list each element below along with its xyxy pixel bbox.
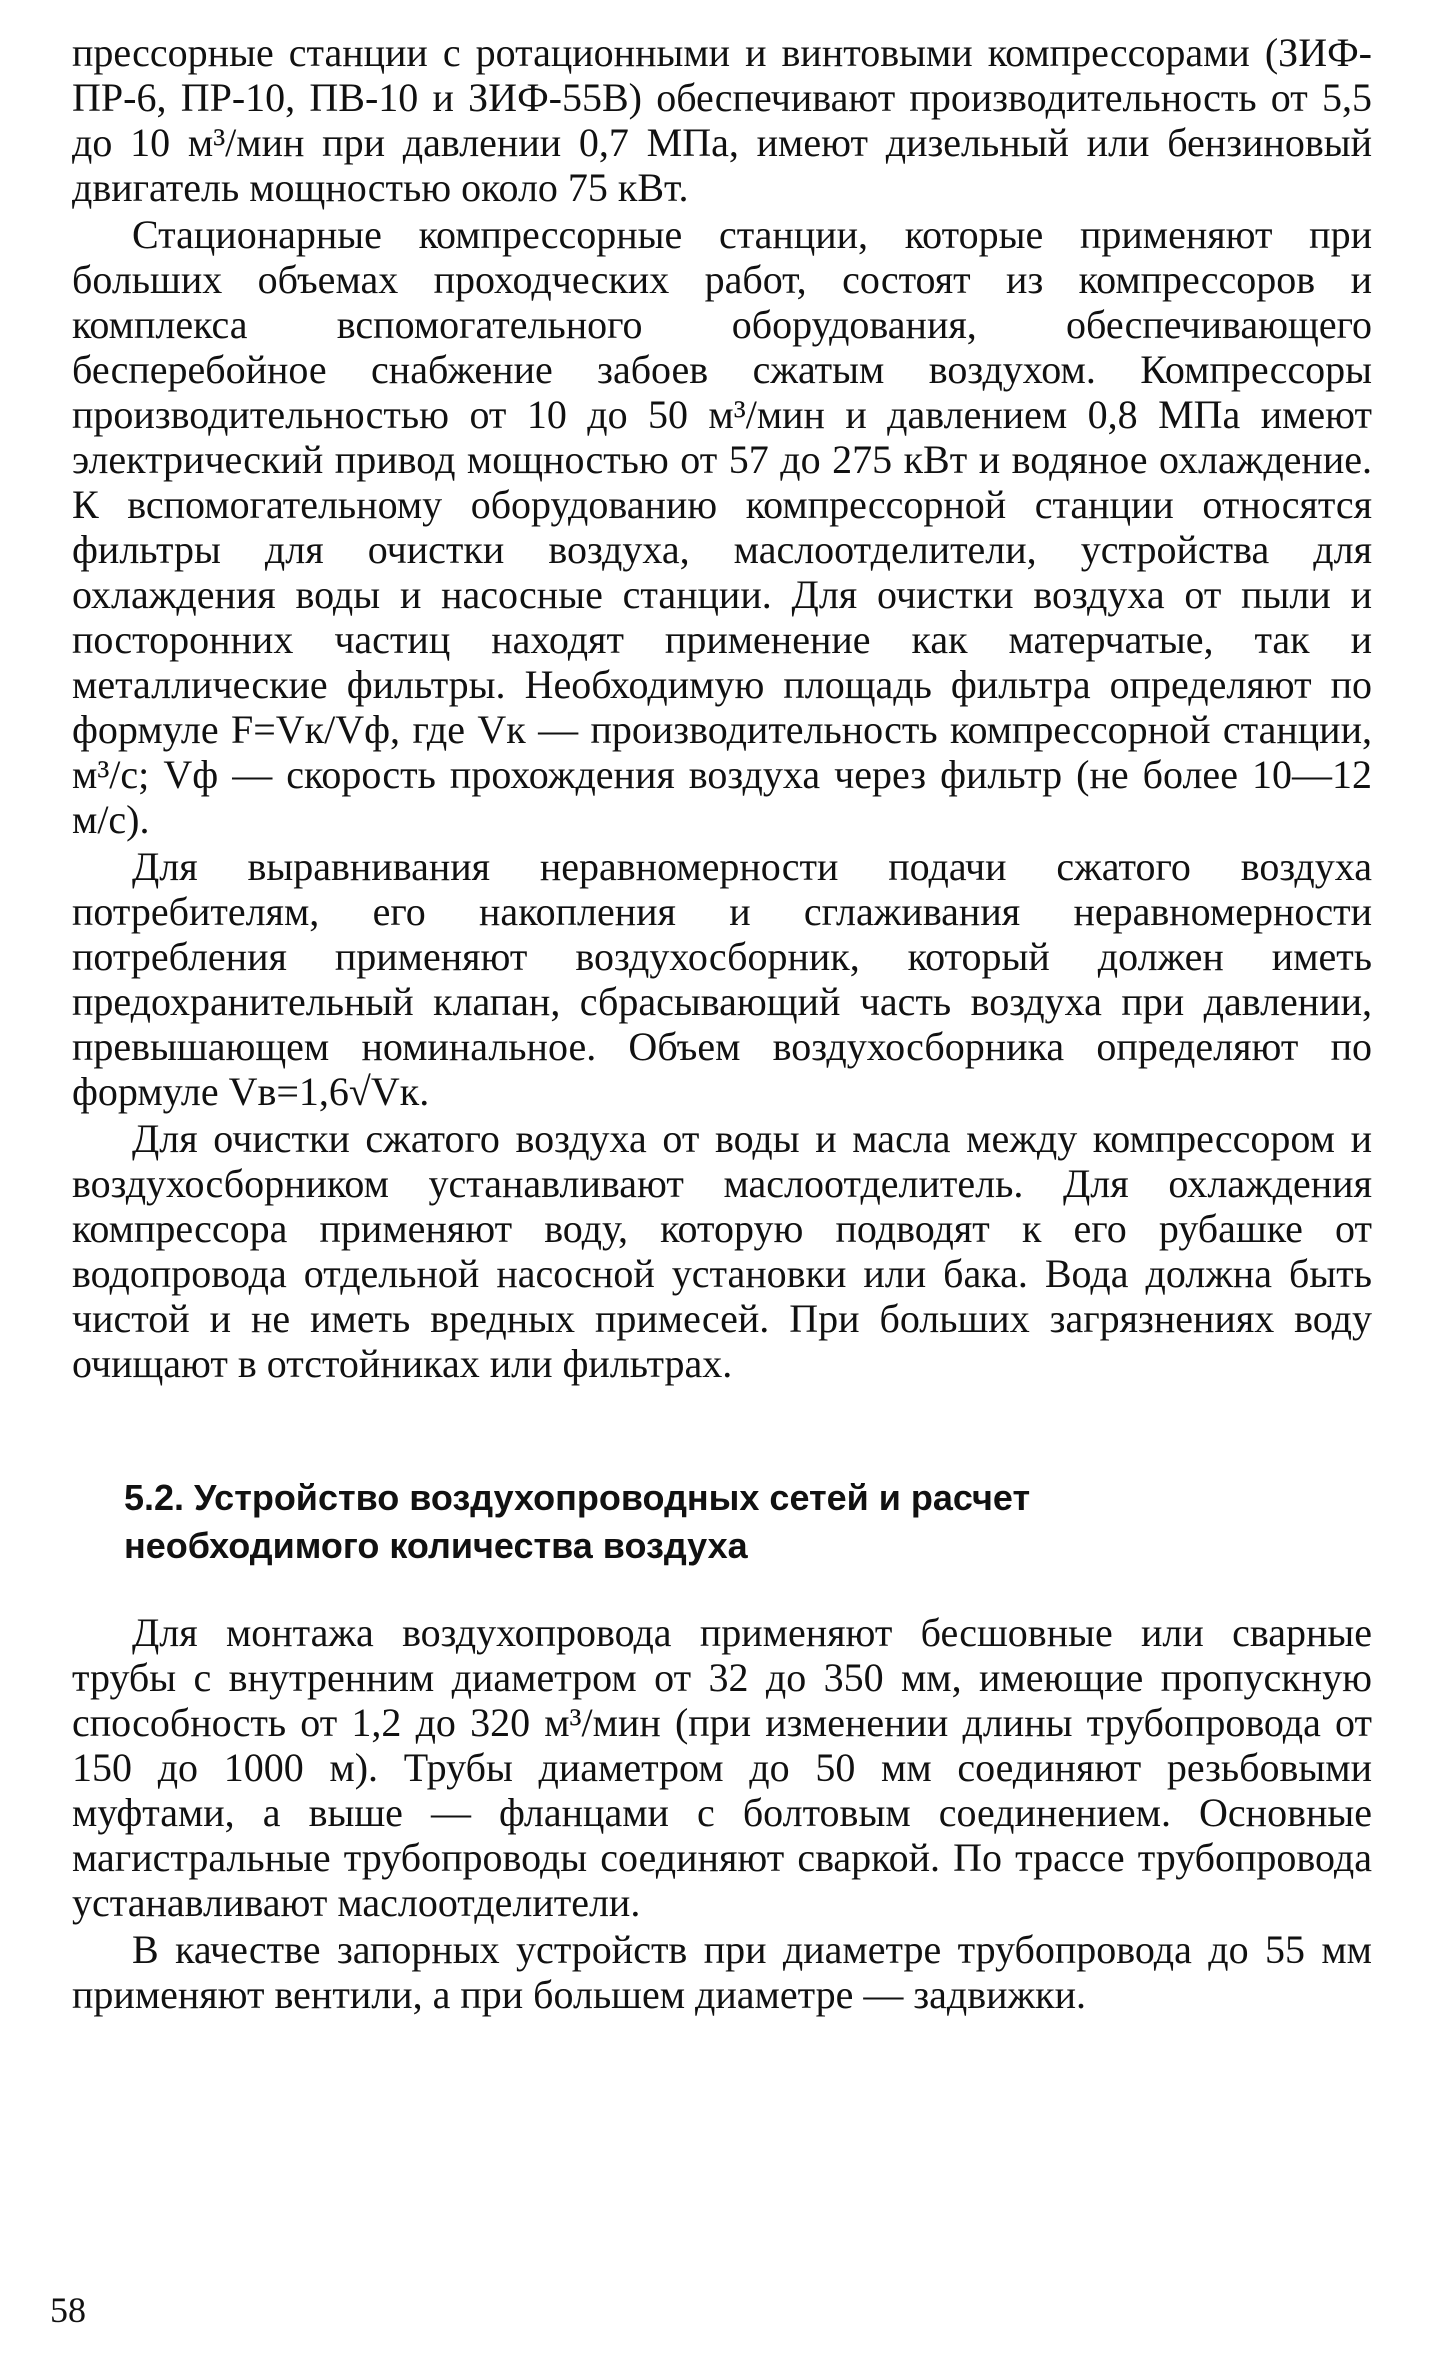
section-heading-line-2: необходимого количества воздуха bbox=[124, 1525, 748, 1566]
page-body bbox=[72, 30, 1372, 2017]
section-heading bbox=[124, 1474, 1372, 1570]
paragraph-pipe-installation: Для монтажа воздухопровода применяют бесшовные или сварные трубы с внутренним диаметром от 32 до 350 мм, имеющие пропускную способность от 1,2 до 320 м³/мин (при изменении длины трубопровода от 150 до 1000 м). Трубы диаметром до 50 мм соединяют резьбовыми муфтами, а выше — фланцами с болтовым соединением. Основные магистральные трубопроводы соединяют сваркой. По трассе трубопровода устанавливают маслоотделители. bbox=[72, 1610, 1372, 1925]
page-number: 58 bbox=[50, 2290, 86, 2330]
paragraph-shutoff-devices: В качестве запорных устройств при диаметре трубопровода до 55 мм применяют вентили, а при большем диаметре — задвижки. bbox=[72, 1927, 1372, 2017]
paragraph-air-receiver: Для выравнивания неравномерности подачи сжатого воздуха потребителям, его накопления и сглаживания неравномерности потребления применяют воздухосборник, который должен иметь предохранительный клапан, сбрасывающий часть воздуха при давлении, превышающем номинальное. Объем воздухосборника определяют по формуле Vв=1,6√Vк. bbox=[72, 844, 1372, 1114]
paragraph-stationary-stations: Стационарные компрессорные станции, которые применяют при больших объемах проходческих работ, состоят из компрессоров и комплекса вспомогательного оборудования, обеспечивающего бесперебойное снабжение забоев сжатым воздухом. Компрессоры производительностью от 10 до 50 м³/мин и давлением 0,8 МПа имеют электрический привод мощностью от 57 до 275 кВт и водяное охлаждение. К вспомогательному оборудованию компрессорной станции относятся фильтры для очистки воздуха, маслоотделители, устройства для охлаждения воды и насосные станции. Для очистки воздуха от пыли и посторонних частиц находят применение как матерчатые, так и металлические фильтры. Необходимую площадь фильтра определяют по формуле F=Vк/Vф, где Vк — производительность компрессорной станции, м³/с; Vф — скорость прохождения воздуха через фильтр (не более 10—12 м/с). bbox=[72, 212, 1372, 842]
paragraph-compressor-stations-mobile: прессорные станции с ротационными и винтовыми компрессорами (ЗИФ-ПР-6, ПР-10, ПВ-10 и ЗИФ-55В) обеспечивают производительность от 5,5 до 10 м³/мин при давлении 0,7 МПа, имеют дизельный или бензиновый двигатель мощностью около 75 кВт. bbox=[72, 30, 1372, 210]
section-heading-line-1: 5.2. Устройство воздухопроводных сетей и расчет bbox=[124, 1477, 1031, 1518]
paragraph-air-cleaning: Для очистки сжатого воздуха от воды и масла между компрессором и воздухосборником устанавливают маслоотделитель. Для охлаждения компрессора применяют воду, которую подводят к его рубашке от водопровода отдельной насосной установки или бака. Вода должна быть чистой и не иметь вредных примесей. При больших загрязнениях воду очищают в отстойниках или фильтрах. bbox=[72, 1116, 1372, 1386]
